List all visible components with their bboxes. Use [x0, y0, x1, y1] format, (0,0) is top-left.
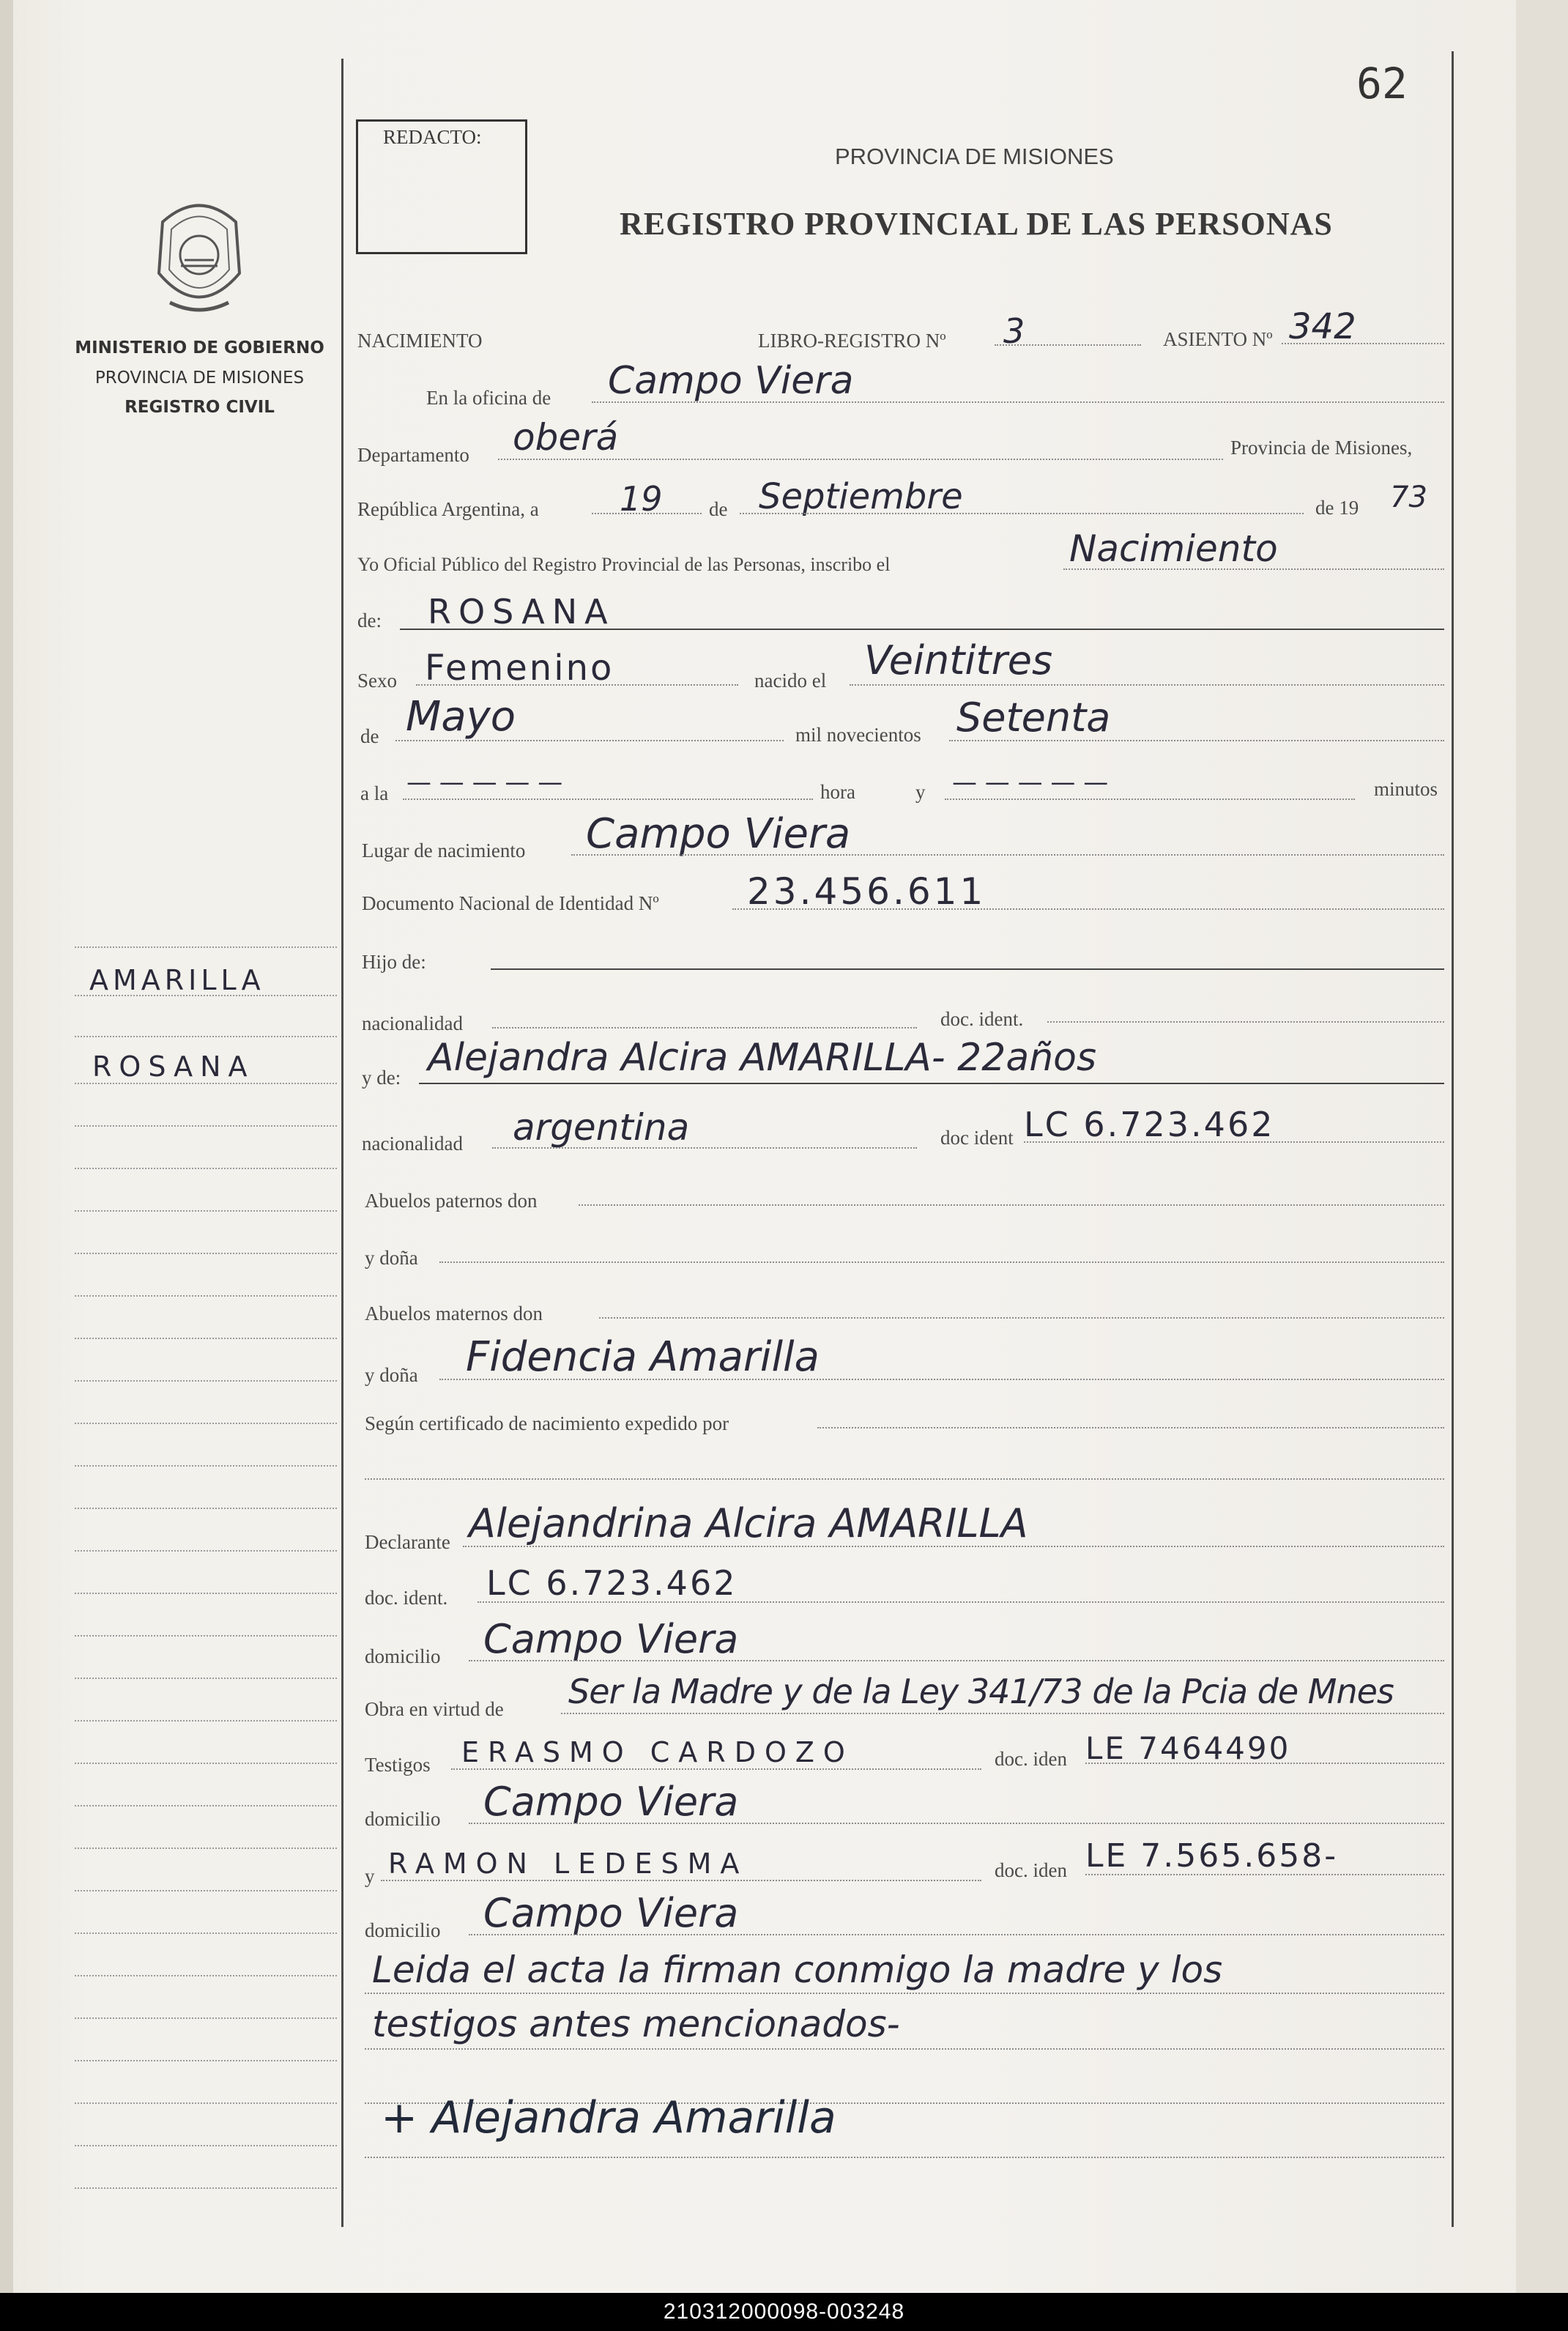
label-y-testigo2: y: [365, 1865, 375, 1887]
value-dia: 19: [620, 479, 663, 519]
value-asiento: 342: [1289, 306, 1356, 347]
margin-given-name: ROSANA: [92, 1050, 255, 1083]
label-mil: mil novecientos: [795, 724, 921, 746]
margin-surname: AMARILLA: [89, 964, 265, 996]
label-doc-ident-padre: doc. ident.: [940, 1008, 1024, 1030]
label-abuelos-paternos: Abuelos paternos don: [365, 1190, 538, 1212]
value-declarante-domicilio: Campo Viera: [483, 1616, 739, 1662]
label-minutos: minutos: [1374, 778, 1438, 800]
label-oficina: En la oficina de: [426, 387, 551, 409]
header-province: PROVINCIA DE MISIONES: [835, 144, 1114, 169]
label-y-dona-materna: y doña: [365, 1364, 418, 1386]
label-provincia-misiones: Provincia de Misiones,: [1230, 437, 1413, 459]
label-y-de: y de:: [362, 1067, 401, 1089]
value-libro: 3: [1003, 311, 1025, 351]
label-doc-ident-madre: doc ident: [940, 1127, 1014, 1149]
label-domicilio-testigo2: domicilio: [365, 1919, 441, 1941]
value-testigo1: ERASMO CARDOZO: [461, 1736, 854, 1768]
value-madre-doc: LC 6.723.462: [1024, 1105, 1275, 1144]
redacto-label: REDACTO:: [383, 126, 482, 148]
value-obra: Ser la Madre y de la Ley 341/73 de la Pcia de Mnes: [568, 1672, 1394, 1711]
value-dni: 23.456.611: [747, 870, 986, 913]
value-abuela-materna: Fidencia Amarilla: [466, 1333, 820, 1381]
label-de-mes: de: [360, 725, 379, 747]
ministry-line-1: MINISTERIO DE GOBIERNO: [75, 338, 324, 357]
label-oficial: Yo Oficial Público del Registro Provincial de las Personas, inscribo el: [357, 554, 891, 575]
value-declarante: Alejandrina Alcira AMARILLA: [469, 1500, 1028, 1546]
header-registry: REGISTRO PROVINCIAL DE LAS PERSONAS: [620, 206, 1333, 242]
label-lugar: Lugar de nacimiento: [362, 840, 526, 861]
value-hora: — — — — —: [406, 768, 563, 797]
book-spine: [0, 0, 13, 2293]
page-number: 62: [1356, 59, 1408, 108]
label-segun: Según certificado de nacimiento expedido por: [365, 1412, 729, 1434]
value-nacido-mes: Mayo: [406, 693, 516, 741]
label-doc-ident-declarante: doc. ident.: [365, 1587, 448, 1609]
label-nacido: nacido el: [754, 670, 827, 692]
label-doc-iden-testigo1: doc. iden: [995, 1748, 1067, 1770]
value-departamento: oberá: [513, 416, 619, 459]
label-testigos: Testigos: [365, 1754, 431, 1776]
value-nombre: ROSANA: [428, 592, 615, 631]
page-edge: [1516, 0, 1568, 2293]
value-anio: 73: [1390, 481, 1427, 514]
value-testigo1-domicilio: Campo Viera: [483, 1779, 739, 1825]
label-hora: hora: [820, 781, 855, 803]
ministry-line-2: PROVINCIA DE MISIONES: [94, 368, 305, 388]
value-testigo2: RAMON LEDESMA: [388, 1848, 748, 1880]
ministry-line-3: REGISTRO CIVIL: [125, 398, 275, 417]
label-declarante: Declarante: [365, 1531, 450, 1553]
value-sexo: Femenino: [425, 648, 614, 689]
value-testigo2-doc: LE 7.565.658-: [1085, 1837, 1339, 1875]
value-acto: Nacimiento: [1069, 527, 1278, 570]
signature-madre: + Alejandra Amarilla: [381, 2092, 836, 2143]
value-testigo1-doc: LE 7464490: [1085, 1730, 1291, 1766]
value-declarante-doc: LC 6.723.462: [486, 1563, 737, 1603]
label-y: y: [915, 781, 926, 803]
note-line-1: Leida el acta la firman conmigo la madre y los: [372, 1949, 1223, 1991]
redacto-box: [356, 119, 527, 254]
label-abuelos-maternos: Abuelos maternos don: [365, 1302, 543, 1324]
note-line-2: testigos antes mencionados-: [372, 2003, 900, 2045]
value-testigo2-domicilio: Campo Viera: [483, 1890, 739, 1936]
label-dni: Documento Nacional de Identidad Nº: [362, 892, 659, 914]
value-nacido-dia: Veintitres: [864, 637, 1053, 683]
label-asiento: ASIENTO Nº: [1163, 328, 1273, 350]
value-minutos: — — — — —: [952, 768, 1109, 797]
label-republica: República Argentina, a: [357, 498, 539, 520]
right-frame-line: [1452, 51, 1454, 2227]
seal-icon: [141, 193, 258, 321]
label-nacionalidad-padre: nacionalidad: [362, 1012, 463, 1034]
image-id-footer: 210312000098-003248: [0, 2293, 1568, 2331]
label-departamento: Departamento: [357, 444, 469, 466]
label-domicilio-declarante: domicilio: [365, 1645, 441, 1667]
value-madre: Alejandra Alcira AMARILLA- 22años: [428, 1036, 1097, 1080]
label-sexo: Sexo: [357, 670, 397, 692]
label-y-dona-paterna: y doña: [365, 1247, 418, 1269]
value-oficina: Campo Viera: [608, 359, 854, 403]
value-mes: Septiembre: [759, 476, 963, 517]
label-de: de: [709, 498, 728, 520]
label-obra: Obra en virtud de: [365, 1698, 504, 1720]
label-libro: LIBRO-REGISTRO Nº: [758, 330, 946, 352]
label-de-nombre: de:: [357, 609, 382, 631]
value-madre-nacionalidad: argentina: [513, 1106, 690, 1149]
label-nacimiento: NACIMIENTO: [357, 330, 483, 352]
left-frame-line: [341, 59, 343, 2227]
label-nacionalidad-madre: nacionalidad: [362, 1133, 463, 1155]
value-nacido-anio: Setenta: [956, 694, 1111, 741]
value-lugar: Campo Viera: [586, 810, 851, 858]
label-hijo: Hijo de:: [362, 951, 426, 973]
label-a-la: a la: [360, 782, 389, 804]
label-de-anio: de 19: [1315, 497, 1359, 519]
label-doc-iden-testigo2: doc. iden: [995, 1859, 1067, 1881]
label-domicilio-testigo1: domicilio: [365, 1808, 441, 1830]
